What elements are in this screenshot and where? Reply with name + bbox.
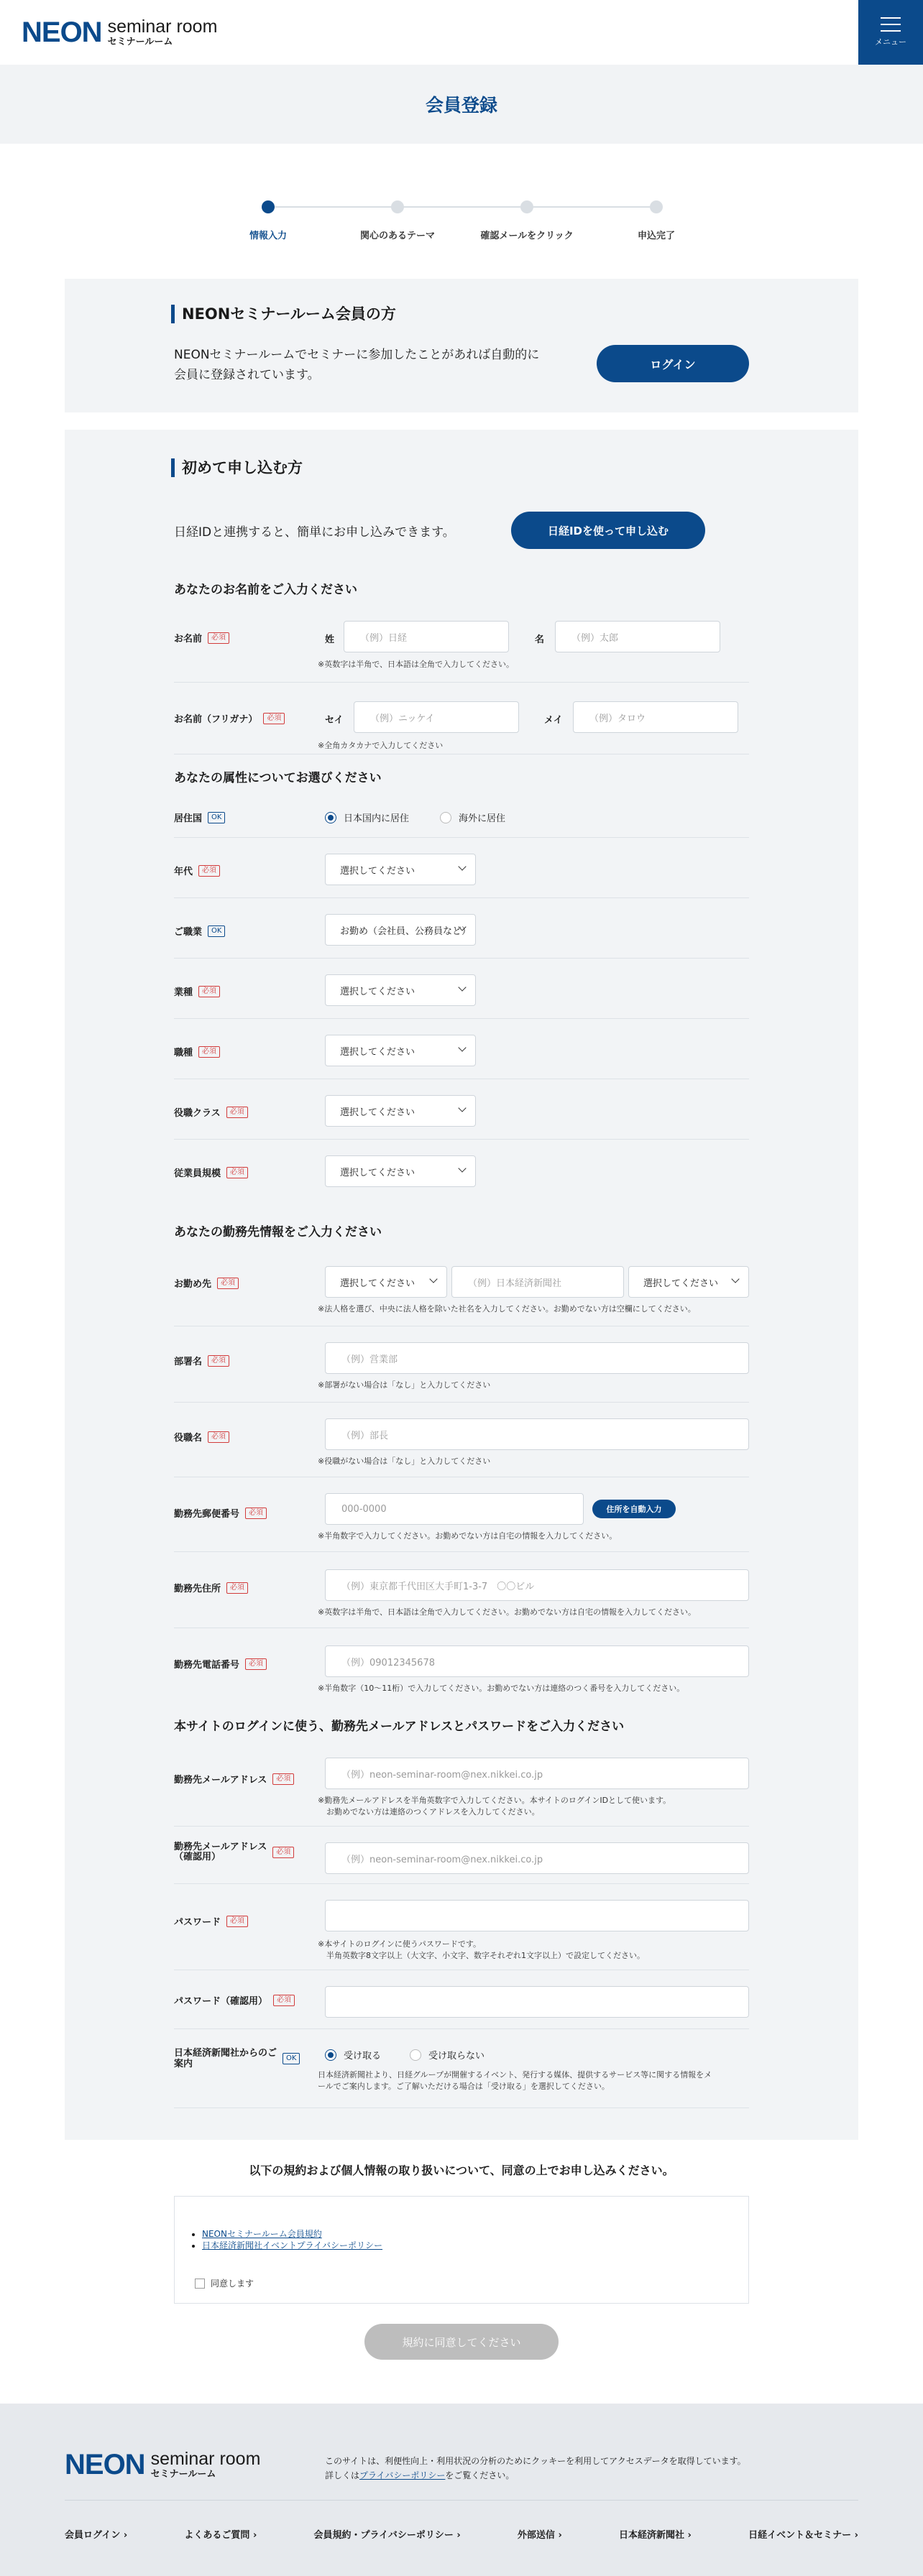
label-text: 居住国 bbox=[174, 813, 203, 824]
logo-neon: NEON bbox=[22, 17, 102, 48]
footer-link-terms[interactable]: 会員規約・プライバシーポリシー › bbox=[314, 2527, 461, 2541]
chevron-down-icon bbox=[458, 862, 466, 870]
logo-ja: セミナールーム bbox=[107, 37, 173, 47]
position-select[interactable] bbox=[325, 1095, 476, 1127]
logo-en: seminar room bbox=[150, 2449, 261, 2469]
address-note: ※英数字は半角で、日本語は全角で入力してください。お勤めでない方は自宅の情報を入力してください。 bbox=[318, 1607, 696, 1617]
label-line: （確認用） bbox=[174, 1852, 221, 1862]
radio-label: 海外に居住 bbox=[459, 813, 506, 824]
footer-privacy-link[interactable]: プライバシーポリシー bbox=[359, 2470, 446, 2480]
new-heading: 初めて申し込む方 bbox=[171, 458, 303, 477]
work-group-heading: あなたの勤務先情報をご入力ください bbox=[174, 1225, 382, 1239]
dept-label bbox=[174, 1354, 229, 1367]
select-value: お勤め（会社員、公務員など） bbox=[340, 925, 472, 937]
row-industry bbox=[174, 959, 749, 1019]
title-input[interactable]: （例）部長 bbox=[325, 1418, 749, 1450]
password-input[interactable] bbox=[325, 1900, 749, 1931]
footer-logo[interactable] bbox=[65, 2448, 260, 2481]
label-text: お勤め先 bbox=[174, 1279, 212, 1290]
label-text bbox=[174, 1842, 267, 1862]
select-value: 選択してください bbox=[340, 1167, 415, 1178]
step-dot bbox=[262, 200, 275, 213]
radio-not-receive[interactable] bbox=[410, 2048, 485, 2062]
page-title: 会員登録 bbox=[425, 95, 497, 116]
dept-note: ※部署がない場合は「なし」と入力してください bbox=[318, 1380, 491, 1390]
name-group-heading: あなたのお名前をご入力ください bbox=[174, 583, 357, 597]
member-section bbox=[65, 279, 858, 412]
chevron-down-icon bbox=[458, 1104, 466, 1112]
email-confirm-input[interactable]: （例）neon-seminar-room@nex.nikkei.co.jp bbox=[325, 1842, 749, 1874]
note-line: 日本経済新聞社より、日経グループが開催するイベント、発行する媒体、提供するサービス等に関する情報をメ bbox=[318, 2070, 712, 2079]
label-text: お名前（フリガナ） bbox=[174, 714, 258, 725]
dept-input[interactable]: （例）営業部 bbox=[325, 1342, 749, 1374]
required-badge: 必須 bbox=[226, 1107, 248, 1118]
required-badge: 必須 bbox=[198, 986, 220, 997]
row-residence bbox=[174, 795, 749, 838]
corp-type-select-before[interactable] bbox=[325, 1266, 447, 1298]
phone-input[interactable]: （例）09012345678 bbox=[325, 1645, 749, 1677]
logo-ja: セミナールーム bbox=[150, 2469, 216, 2480]
mei-kana-input[interactable]: （例）タロウ bbox=[573, 701, 738, 733]
radio-circle bbox=[325, 812, 336, 823]
label-text: 勤務先メールアドレス bbox=[174, 1775, 267, 1786]
row-age bbox=[174, 838, 749, 898]
zip-label bbox=[174, 1506, 267, 1520]
radio-receive[interactable] bbox=[325, 2048, 381, 2062]
footer-text-line: このサイトは、利便性向上・利用状況の分析のためにクッキーを利用してアクセスデータを取得しています。 bbox=[325, 2456, 746, 2466]
label-text bbox=[174, 2048, 277, 2069]
chevron-down-icon bbox=[429, 1275, 437, 1283]
footer-text-part: をご覧ください。 bbox=[445, 2470, 515, 2480]
required-badge: 必須 bbox=[245, 1658, 267, 1670]
industry-select[interactable] bbox=[325, 974, 476, 1006]
chevron-down-icon bbox=[458, 1043, 466, 1051]
label-text: 部署名 bbox=[174, 1357, 203, 1367]
footer-link-login[interactable]: 会員ログイン › bbox=[65, 2527, 127, 2541]
label-line: 勤務先メールアドレス bbox=[174, 1842, 267, 1852]
new-section bbox=[65, 430, 858, 2140]
radio-overseas[interactable] bbox=[440, 811, 505, 824]
ok-badge: OK bbox=[283, 2053, 300, 2064]
occupation-select[interactable] bbox=[325, 1035, 476, 1066]
agreement-box bbox=[174, 2196, 749, 2304]
member-text-line: NEONセミナールームでセミナーに参加したことがあれば自動的に bbox=[174, 348, 540, 362]
step-3 bbox=[455, 200, 599, 241]
radio-japan[interactable] bbox=[325, 811, 409, 824]
step-label: 申込完了 bbox=[637, 231, 675, 241]
footer-text-part: 詳しくは bbox=[325, 2470, 360, 2480]
label-text: 年代 bbox=[174, 867, 193, 877]
label-text: 職種 bbox=[174, 1048, 193, 1058]
name-label bbox=[174, 631, 229, 645]
info-note bbox=[318, 2069, 712, 2092]
ok-badge: OK bbox=[208, 812, 225, 823]
footer-link-external[interactable]: 外部送信 › bbox=[518, 2527, 562, 2541]
note-line: お勤めでない方は連絡のつくアドレスを入力してください。 bbox=[326, 1807, 540, 1816]
step-2 bbox=[326, 200, 469, 241]
row-occupation bbox=[174, 1019, 749, 1079]
nikkei-id-button[interactable]: 日経IDを使って申し込む bbox=[511, 512, 705, 549]
footer-links bbox=[65, 2527, 858, 2541]
sei-prefix: 姓 bbox=[325, 634, 335, 645]
member-text bbox=[174, 345, 539, 385]
footer-divider bbox=[65, 2500, 858, 2501]
hamburger-icon bbox=[881, 17, 901, 32]
row-company bbox=[174, 1250, 749, 1326]
corp-type-select-after[interactable] bbox=[628, 1266, 749, 1298]
select-value: 選択してください bbox=[340, 1107, 415, 1118]
chevron-down-icon bbox=[458, 983, 466, 991]
company-label bbox=[174, 1276, 239, 1290]
footer-link-faq[interactable]: よくあるご質問 › bbox=[184, 2527, 257, 2541]
occupation-label bbox=[174, 1045, 220, 1058]
member-heading: NEONセミナールーム会員の方 bbox=[171, 305, 396, 323]
email-label bbox=[174, 1772, 294, 1786]
label-line: 日本経済新聞社からのご bbox=[174, 2048, 277, 2059]
progress-steps bbox=[0, 144, 923, 280]
row-kana bbox=[174, 683, 749, 754]
kana-label bbox=[174, 711, 285, 725]
row-position bbox=[174, 1079, 749, 1140]
logo-neon: NEON bbox=[65, 2449, 145, 2480]
kana-note: ※全角カタカナで入力してください bbox=[318, 741, 444, 750]
label-text: お名前 bbox=[174, 634, 203, 645]
company-input[interactable]: （例）日本経済新聞社 bbox=[451, 1266, 624, 1298]
note-line: ※勤務先メールアドレスを半角英数字で入力してください。本サイトのログインIDとして使います。 bbox=[318, 1796, 671, 1805]
residence-label bbox=[174, 811, 225, 824]
label-text: パスワード（確認用） bbox=[174, 1996, 268, 2007]
required-badge: 必須 bbox=[226, 1582, 248, 1594]
agreement-links bbox=[202, 2228, 382, 2251]
email-note bbox=[318, 1795, 671, 1818]
login-group-heading: 本サイトのログインに使う、勤務先メールアドレスとパスワードをご入力ください bbox=[174, 1719, 625, 1734]
title-label bbox=[174, 1430, 229, 1444]
row-email-confirm bbox=[174, 1827, 749, 1884]
select-value: 選択してください bbox=[340, 865, 415, 877]
select-value: 選択してください bbox=[643, 1278, 719, 1289]
label-text: ご職業 bbox=[174, 927, 203, 938]
label-text: パスワード bbox=[174, 1917, 221, 1928]
email-input[interactable]: （例）neon-seminar-room@nex.nikkei.co.jp bbox=[325, 1758, 749, 1789]
title-note: ※役職がない場合は「なし」と入力してください bbox=[318, 1456, 491, 1466]
step-label: 情報入力 bbox=[249, 231, 287, 241]
step-1 bbox=[196, 200, 340, 241]
required-badge: 必須 bbox=[198, 865, 220, 877]
password-label bbox=[174, 1914, 248, 1928]
note-line: ールでご案内します。ご了解いただける場合は「受け取る」を選択してください。 bbox=[318, 2082, 610, 2091]
required-badge: 必須 bbox=[272, 1847, 294, 1858]
step-label: 確認メールをクリック bbox=[480, 231, 574, 241]
attr-group-heading: あなたの属性についてお選びください bbox=[174, 771, 382, 785]
step-dot bbox=[391, 200, 404, 213]
note-line: 半角英数字8文字以上（大文字、小文字、数字それぞれ1文字以上）で設定してください。 bbox=[326, 1951, 645, 1960]
label-text: 従業員規模 bbox=[174, 1168, 221, 1179]
checkbox-label: 同意します bbox=[211, 2279, 254, 2289]
required-badge: 必須 bbox=[198, 1046, 220, 1058]
menu-label: メニュー bbox=[875, 37, 906, 47]
age-select[interactable] bbox=[325, 854, 476, 885]
note-line: ※本サイトのログインに使うパスワードです。 bbox=[318, 1939, 482, 1949]
step-dot bbox=[650, 200, 663, 213]
sei-kana-input[interactable]: （例）ニッケイ bbox=[354, 701, 519, 733]
agree-checkbox[interactable] bbox=[195, 2277, 254, 2289]
required-badge: 必須 bbox=[263, 713, 285, 724]
address-label bbox=[174, 1581, 248, 1594]
step-label: 関心のあるテーマ bbox=[359, 231, 435, 241]
label-text: 役職名 bbox=[174, 1433, 203, 1444]
checkbox-box bbox=[195, 2279, 205, 2289]
sei-kana-prefix: セイ bbox=[325, 715, 344, 726]
row-name bbox=[174, 611, 749, 683]
chevron-down-icon bbox=[458, 1164, 466, 1172]
privacy-link[interactable]: 日本経済新聞社イベントプライバシーポリシー bbox=[202, 2240, 383, 2250]
site-logo[interactable] bbox=[22, 16, 217, 49]
password-confirm-input[interactable] bbox=[325, 1986, 749, 2018]
submit-button[interactable]: 規約に同意してください bbox=[364, 2324, 559, 2360]
row-employees bbox=[174, 1140, 749, 1197]
row-zip bbox=[174, 1477, 749, 1552]
phone-note: ※半角数字（10〜11桁）で入力してください。お勤めでない方は連絡のつく番号を入力してください。 bbox=[318, 1684, 685, 1693]
row-title bbox=[174, 1403, 749, 1477]
phone-label bbox=[174, 1657, 267, 1671]
menu-button[interactable] bbox=[858, 0, 923, 65]
select-value: 選択してください bbox=[340, 1278, 415, 1289]
mei-kana-prefix: メイ bbox=[544, 715, 563, 726]
required-badge: 必須 bbox=[245, 1508, 267, 1519]
label-text: 業種 bbox=[174, 987, 193, 998]
row-dept bbox=[174, 1326, 749, 1403]
required-badge: 必須 bbox=[226, 1916, 248, 1927]
ok-badge: OK bbox=[208, 925, 225, 937]
agreement-text: 以下の規約および個人情報の取り扱いについて、同意の上でお申し込みください。 bbox=[249, 2164, 674, 2177]
select-value: 選択してください bbox=[340, 986, 415, 997]
row-info bbox=[174, 2029, 749, 2108]
logo-en: seminar room bbox=[107, 17, 218, 37]
radio-circle bbox=[325, 2049, 336, 2061]
radio-label: 受け取る bbox=[344, 2051, 382, 2062]
zip-note: ※半角数字で入力してください。お勤めでない方は自宅の情報を入力してください。 bbox=[318, 1531, 617, 1541]
zip-input[interactable]: 000-0000 bbox=[325, 1493, 584, 1525]
radio-label: 日本国内に居住 bbox=[344, 813, 410, 824]
employees-label bbox=[174, 1165, 248, 1179]
label-text: 役職クラス bbox=[174, 1108, 221, 1119]
required-badge: 必須 bbox=[208, 1431, 229, 1443]
age-label bbox=[174, 864, 220, 877]
required-badge: 必須 bbox=[273, 1995, 295, 2006]
address-input[interactable]: （例）東京都千代田区大手町1-3-7 〇〇ビル bbox=[325, 1569, 749, 1601]
footer-link-events[interactable]: 日経イベント＆セミナー › bbox=[748, 2527, 858, 2541]
required-badge: 必須 bbox=[217, 1278, 239, 1289]
row-email bbox=[174, 1742, 749, 1827]
sei-input[interactable]: （例）日経 bbox=[344, 621, 509, 652]
chevron-down-icon bbox=[731, 1275, 739, 1283]
mei-input[interactable]: （例）太郎 bbox=[555, 621, 720, 652]
radio-circle bbox=[410, 2049, 421, 2061]
label-text: 勤務先電話番号 bbox=[174, 1660, 240, 1671]
industry-label bbox=[174, 984, 220, 998]
header bbox=[0, 0, 923, 65]
radio-circle bbox=[440, 812, 451, 823]
title-band bbox=[0, 65, 923, 144]
name-note: ※英数字は半角で、日本語は全角で入力してください。 bbox=[318, 660, 514, 669]
row-job bbox=[174, 898, 749, 959]
company-note: ※法人格を選び、中央に法人格を除いた社名を入力してください。お勤めでない方は空欄にしてください。 bbox=[318, 1304, 696, 1314]
select-value: 選択してください bbox=[340, 1046, 415, 1058]
radio-label: 受け取らない bbox=[428, 2051, 485, 2062]
label-text: 勤務先住所 bbox=[174, 1584, 221, 1594]
required-badge: 必須 bbox=[272, 1773, 294, 1785]
job-label bbox=[174, 924, 225, 938]
required-badge: 必須 bbox=[226, 1167, 248, 1178]
password-note bbox=[318, 1939, 645, 1962]
row-phone bbox=[174, 1628, 749, 1700]
email-confirm-label bbox=[174, 1842, 294, 1862]
list-item bbox=[202, 2240, 382, 2251]
row-password bbox=[174, 1884, 749, 1970]
required-badge: 必須 bbox=[208, 632, 229, 644]
footer-text bbox=[325, 2454, 746, 2483]
step-4 bbox=[584, 200, 728, 241]
footer-text-line bbox=[325, 2468, 746, 2483]
job-select[interactable] bbox=[325, 914, 476, 946]
label-line: 案内 bbox=[174, 2059, 193, 2069]
position-label bbox=[174, 1105, 248, 1119]
member-text-line: 会員に登録されています。 bbox=[174, 368, 320, 382]
login-button[interactable]: ログイン bbox=[597, 345, 749, 382]
row-password-confirm bbox=[174, 1970, 749, 2029]
row-address bbox=[174, 1552, 749, 1628]
list-item bbox=[202, 2228, 382, 2240]
info-label bbox=[174, 2048, 300, 2069]
terms-link[interactable]: NEONセミナールーム会員規約 bbox=[202, 2229, 322, 2239]
zip-autofill-button[interactable]: 住所を自動入力 bbox=[592, 1500, 676, 1518]
required-badge: 必須 bbox=[208, 1355, 229, 1367]
footer bbox=[0, 2404, 923, 2576]
mei-prefix: 名 bbox=[535, 634, 545, 645]
employees-select[interactable] bbox=[325, 1155, 476, 1187]
password-confirm-label bbox=[174, 1993, 295, 2007]
footer-link-nikkei[interactable]: 日本経済新聞社 › bbox=[619, 2527, 692, 2541]
nikkei-text: 日経IDと連携すると、簡単にお申し込みできます。 bbox=[174, 525, 455, 540]
label-text: 勤務先郵便番号 bbox=[174, 1509, 240, 1520]
step-dot bbox=[520, 200, 533, 213]
